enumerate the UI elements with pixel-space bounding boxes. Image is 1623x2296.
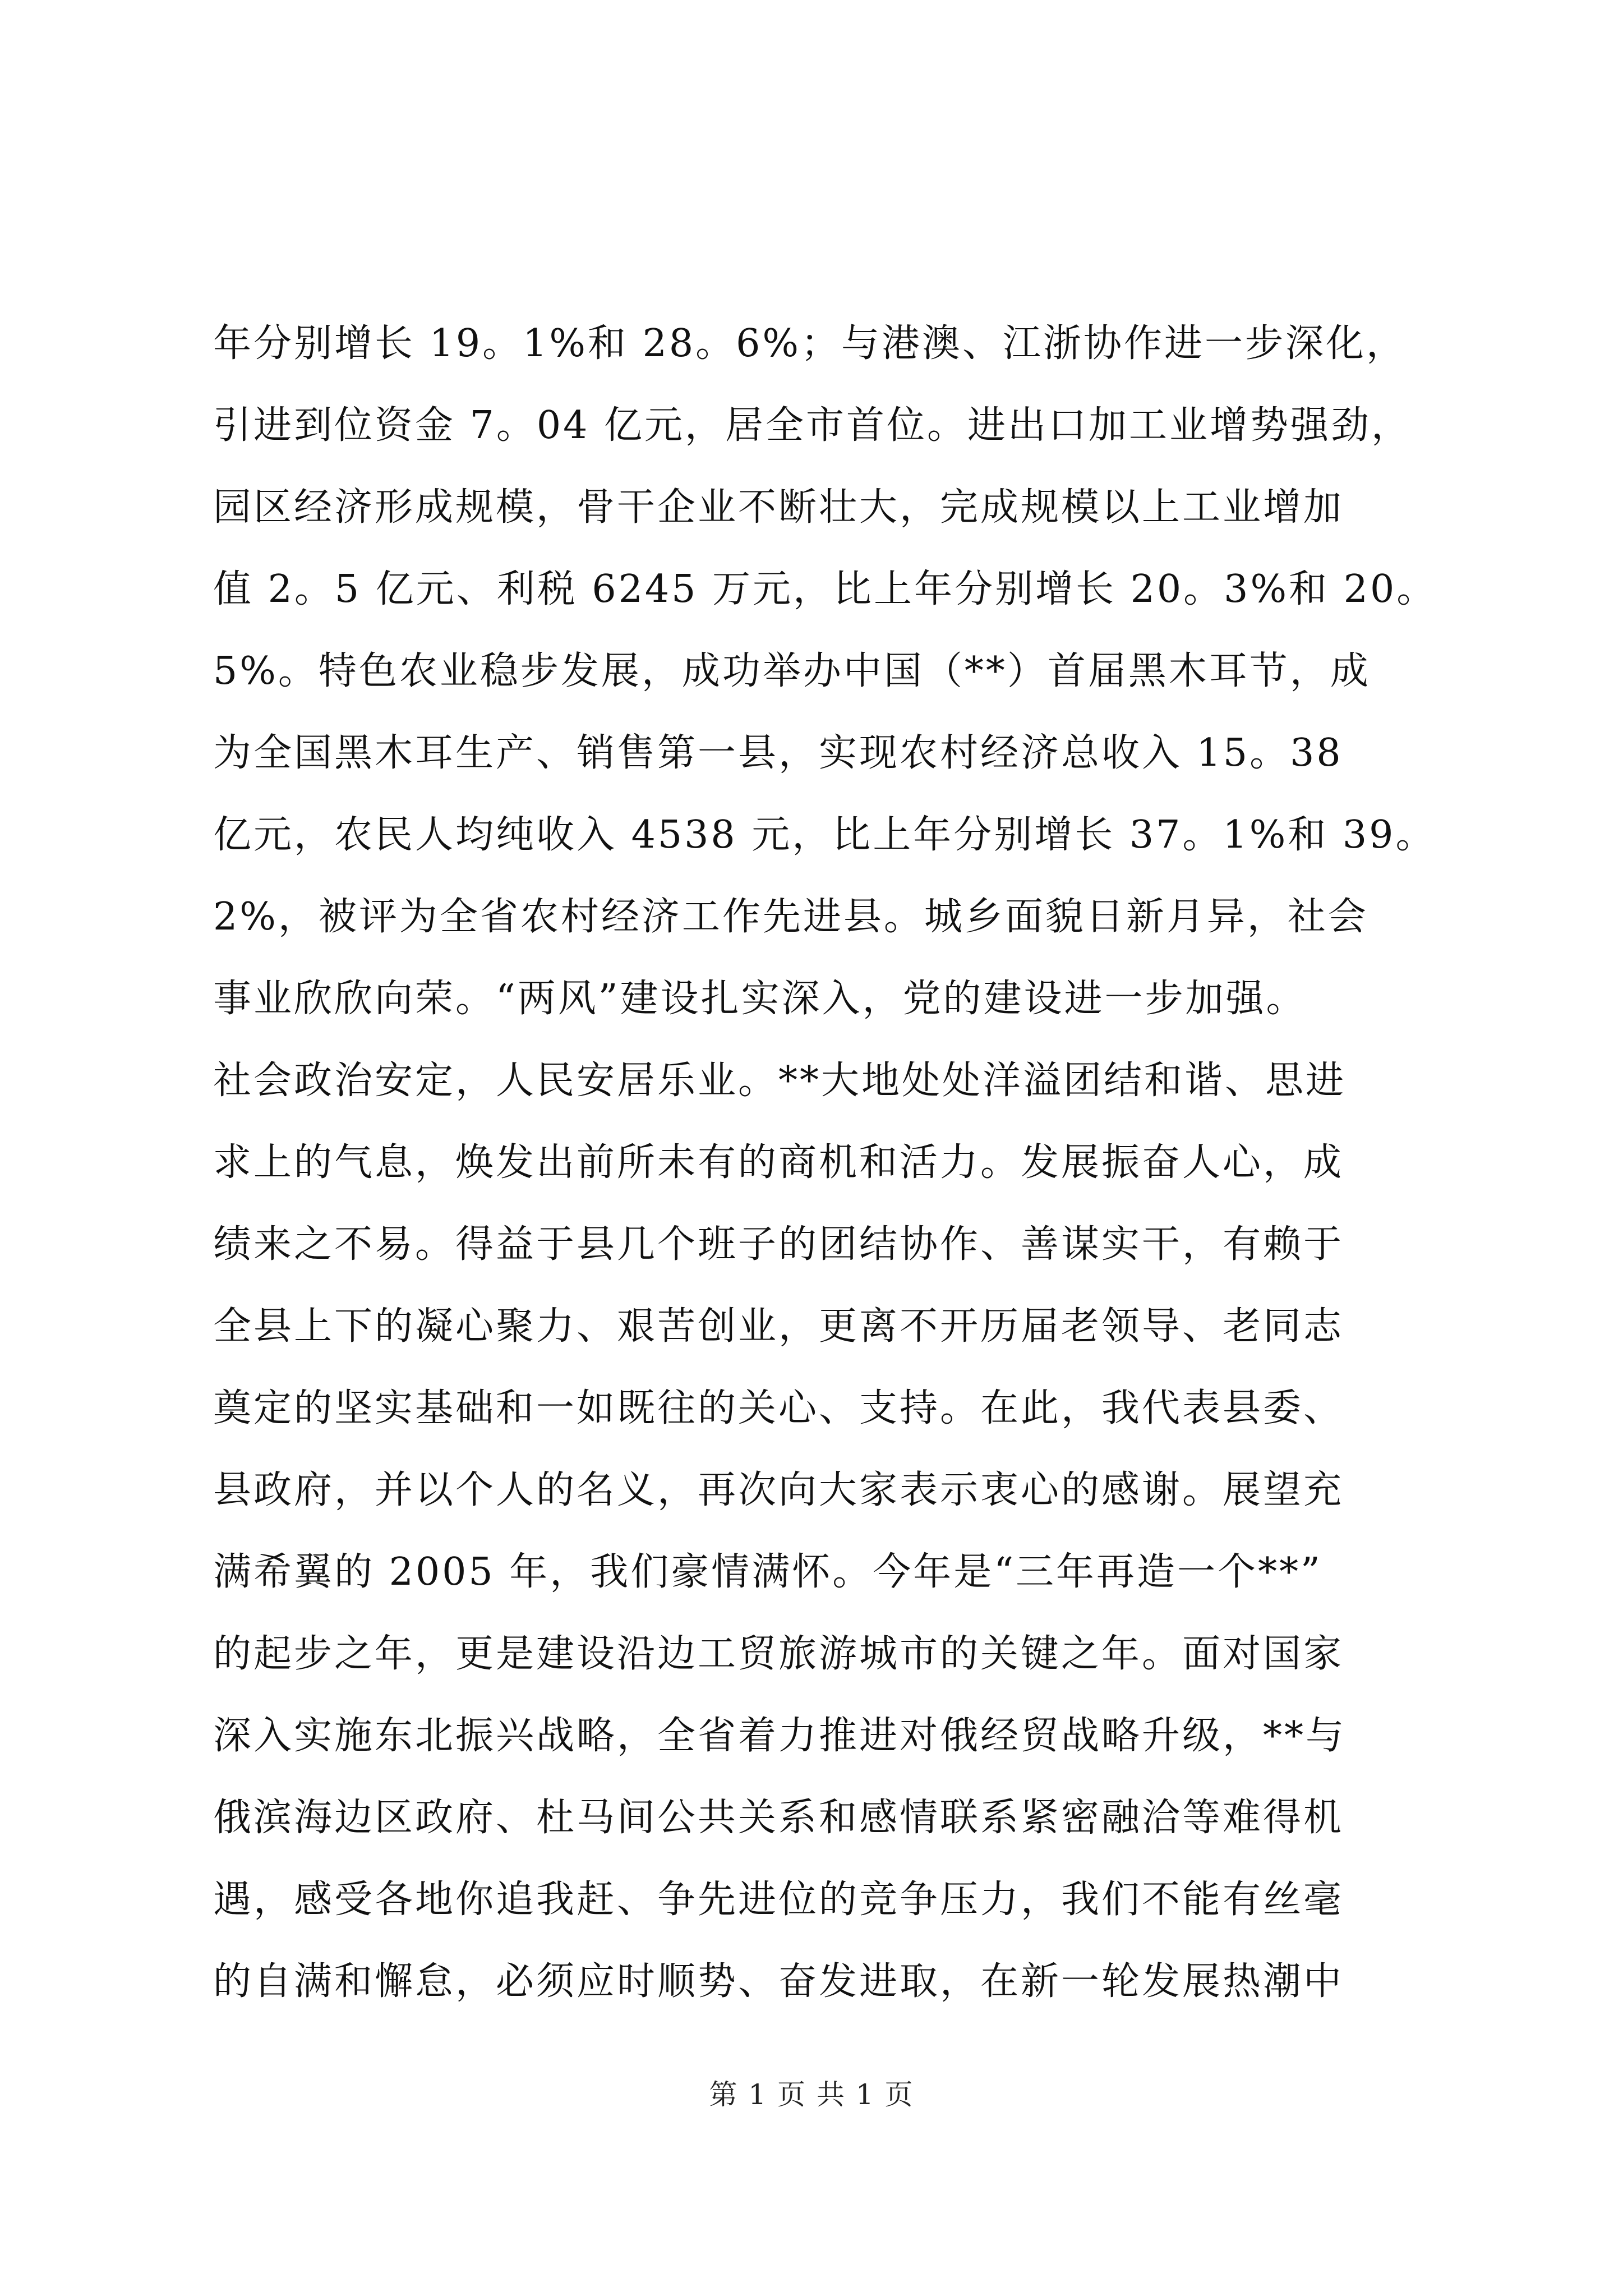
text-line: 满希翼的 2005 年，我们豪情满怀。今年是“三年再造一个**”: [213, 1550, 1322, 1594]
text-line: 奠定的坚实基础和一如既往的关心、支持。在此，我代表县委、: [213, 1386, 1344, 1430]
text-line: 年分别增长 19。1%和 28。6%；与港澳、江浙协作进一步深化，: [213, 321, 1407, 366]
text-line: 5%。特色农业稳步发展，成功举办中国（**）首届黑木耳节，成: [213, 649, 1371, 693]
text-line: 绩来之不易。得益于县几个班子的团结协作、善谋实干，有赖于: [213, 1222, 1344, 1267]
text-line: 俄滨海边区政府、杜马间公共关系和感情联系紧密融洽等难得机: [213, 1796, 1344, 1840]
text-line: 2%，被评为全省农村经济工作先进县。城乡面貌日新月异，社会: [213, 895, 1368, 939]
text-line: 引进到位资金 7。04 亿元，居全市首位。进出口加工业增势强劲，: [213, 403, 1412, 448]
text-line: 亿元，农民人均纯收入 4538 元，比上年分别增长 37。1%和 39。: [213, 813, 1436, 857]
text-line: 社会政治安定，人民安居乐业。**大地处处洋溢团结和谐、思进: [213, 1059, 1347, 1103]
text-line: 遇，感受各地你追我赶、争先进位的竞争压力，我们不能有丝毫: [213, 1878, 1344, 1922]
page-number-footer: 第 1 页 共 1 页: [709, 2078, 914, 2111]
text-line: 的起步之年，更是建设沿边工贸旅游城市的关键之年。面对国家: [213, 1632, 1344, 1676]
text-line: 事业欣欣向荣。“两风”建设扎实深入，党的建设进一步加强。: [213, 977, 1307, 1021]
text-line: 求上的气息，焕发出前所未有的商机和活力。发展振奋人心，成: [213, 1140, 1344, 1185]
text-line: 为全国黑木耳生产、销售第一县，实现农村经济总收入 15。38: [213, 731, 1343, 775]
text-line: 深入实施东北振兴战略，全省着力推进对俄经贸战略升级，**与: [213, 1714, 1347, 1758]
text-line: 全县上下的凝心聚力、艰苦创业，更离不开历届老领导、老同志: [213, 1304, 1344, 1349]
text-line: 值 2。5 亿元、利税 6245 万元，比上年分别增长 20。3%和 20。: [213, 567, 1437, 611]
body-text: [213, 303, 1437, 2023]
text-line: 的自满和懈怠，必须应时顺势、奋发进取，在新一轮发展热潮中: [213, 1959, 1344, 2004]
text-line: 县政府，并以个人的名义，再次向大家表示衷心的感谢。展望充: [213, 1468, 1344, 1512]
text-line: 园区经济形成规模，骨干企业不断壮大，完成规模以上工业增加: [213, 485, 1344, 530]
